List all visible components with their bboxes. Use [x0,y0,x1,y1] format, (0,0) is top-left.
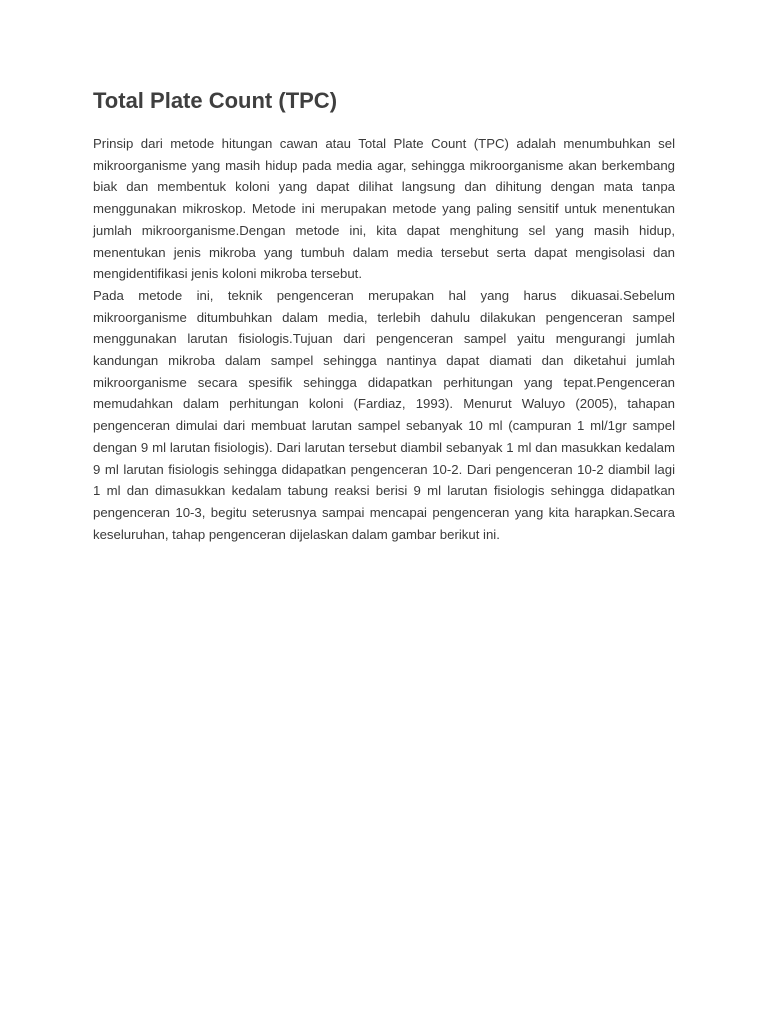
paragraph-2: Pada metode ini, teknik pengenceran merupakan hal yang harus dikuasai.Sebelum mikroorganisme ditumbuhkan dalam media, terlebih dahulu dilakukan pengenceran sampel menggunakan larutan fisiologis.Tujuan dari pengenceran sampel yaitu mengurangi jumlah kandungan mikroba dalam sampel sehingga nantinya dapat diamati dan diketahui jumlah mikroorganisme secara spesifik sehingga didapatkan perhitungan yang tepat.Pengenceran memudahkan dalam perhitungan koloni (Fardiaz, 1993). Menurut Waluyo (2005), tahapan pengenceran dimulai dari membuat larutan sampel sebanyak 10 ml (campuran 1 ml/1gr sampel dengan 9 ml larutan fisiologis). Dari larutan tersebut diambil sebanyak 1 ml dan masukkan kedalam 9 ml larutan fisiologis sehingga didapatkan pengenceran 10-2. Dari pengenceran 10-2 diambil lagi 1 ml dan dimasukkan kedalam tabung reaksi berisi 9 ml larutan fisiologis sehingga didapatkan pengenceran 10-3, begitu seterusnya sampai mencapai pengenceran yang kita harapkan.Secara keseluruhan, tahap pengenceran dijelaskan dalam gambar berikut ini. [93,287,675,542]
document-title: Total Plate Count (TPC) [93,88,338,113]
paragraph-1: Prinsip dari metode hitungan cawan atau Total Plate Count (TPC) adalah menumbuhkan sel mikroorganisme yang masih hidup pada media agar, sehingga mikroorganisme akan berkembang biak dan membentuk koloni yang dapat dilihat langsung dan dihitung dengan mata tanpa menggunakan mikroskop. Metode ini merupakan metode yang paling sensitif untuk menentukan jumlah mikroorganisme.Dengan metode ini, kita dapat menghitung sel yang masih hidup, menentukan jenis mikroba yang tumbuh dalam media tersebut serta dapat mengisolasi dan mengidentifikasi jenis koloni mikroba tersebut. [93,136,675,282]
document-page [93,88,675,545]
